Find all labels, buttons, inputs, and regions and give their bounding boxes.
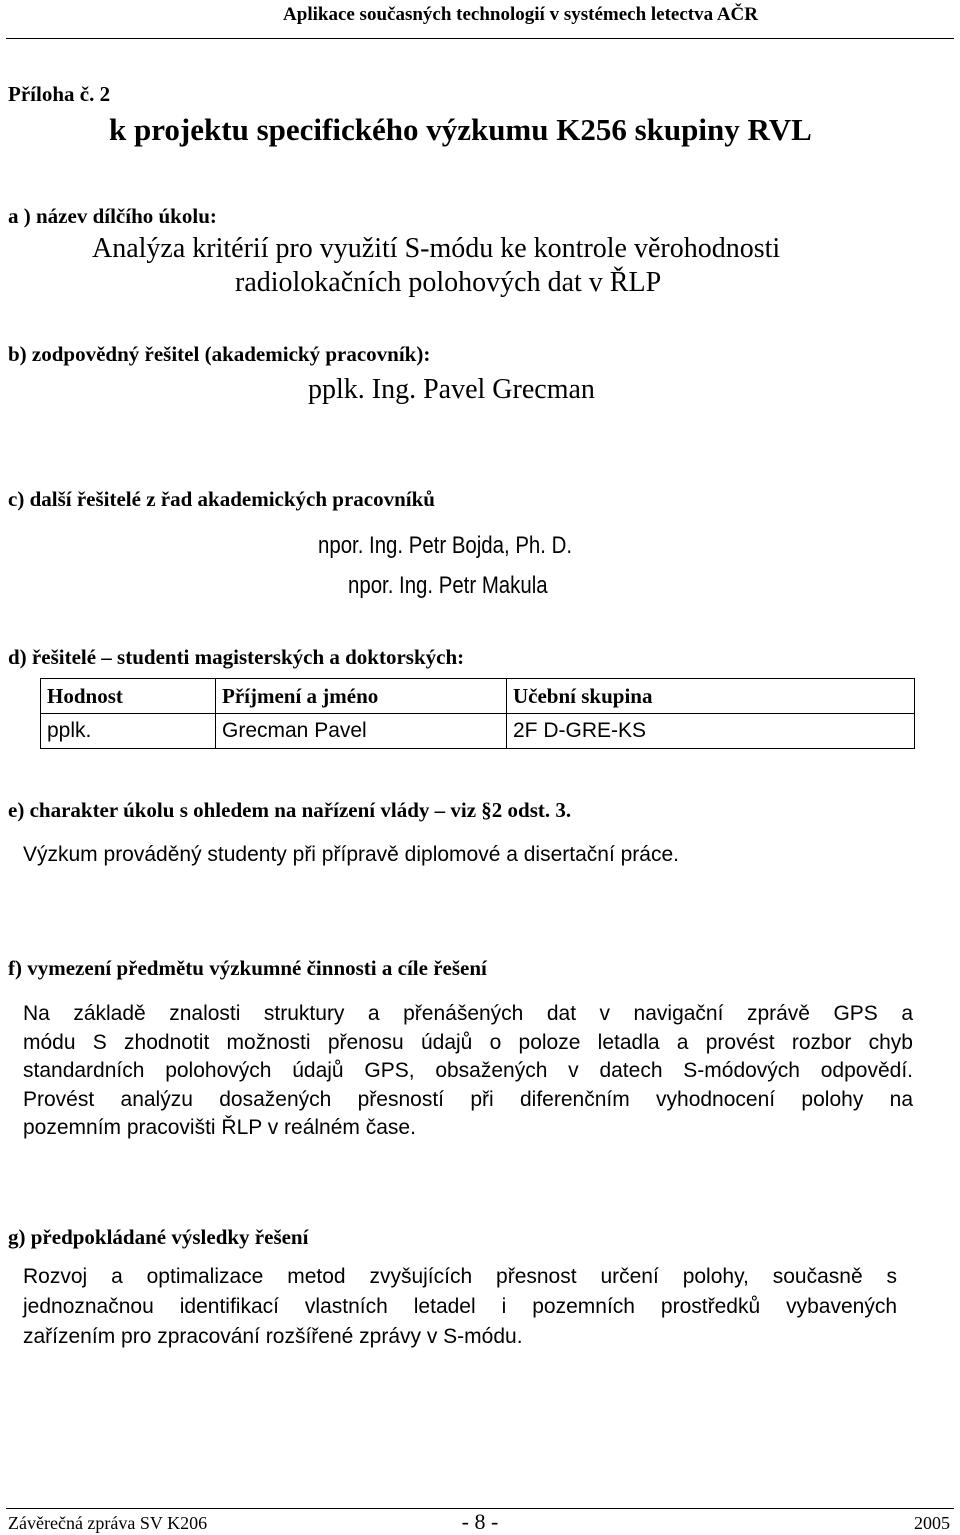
section-e-label: e) charakter úkolu s ohledem na nařízení vlády – viz §2 odst. 3.: [8, 798, 572, 822]
section-g-label: g) předpokládané výsledky řešení: [8, 1225, 309, 1249]
footer-year: 2005: [914, 1513, 950, 1533]
task-title-line-1: Analýza kritérií pro využití S-módu ke kontrole věrohodnosti: [92, 233, 781, 264]
table-row: [41, 714, 915, 749]
paragraph-line: Na základě znalosti struktury a přenášených dat v navigační zprávě GPS a: [23, 1002, 913, 1025]
section-a-label: a ) název dílčího úkolu:: [8, 204, 217, 228]
table-header-row: [41, 679, 915, 714]
students-table: [40, 678, 915, 749]
running-header: Aplikace současných technologií v systémech letectva AČR: [283, 4, 758, 25]
column-header-rank: Hodnost: [41, 679, 216, 714]
section-f-label: f) vymezení předmětu výzkumné činnosti a cíle řešení: [8, 956, 487, 980]
section-g-paragraph: [23, 1262, 897, 1352]
column-header-name: Příjmení a jméno: [216, 679, 507, 714]
section-d-label: d) řešitelé – studenti magisterských a doktorských:: [8, 645, 465, 669]
section-c-label: c) další řešitelé z řad akademických pracovníků: [8, 487, 435, 511]
paragraph-line: zařízením pro zpracování rozšířené zprávy v S-módu.: [23, 1325, 523, 1348]
section-b-label: b) zodpovědný řešitel (akademický pracovník):: [8, 342, 431, 366]
cell-rank: pplk.: [41, 714, 216, 749]
footer-report-name: Závěrečná zpráva SV K206: [8, 1513, 208, 1533]
annex-label: Příloha č. 2: [8, 82, 111, 106]
paragraph-line: standardních polohových údajů GPS, obsažených v datech S-módových odpovědí.: [23, 1059, 913, 1082]
co-researcher-2: npor. Ing. Petr Makula: [348, 572, 548, 599]
responsible-researcher: pplk. Ing. Pavel Grecman: [308, 374, 595, 405]
paragraph-line: pozemním pracovišti ŘLP v reálném čase.: [23, 1116, 416, 1139]
paragraph-line: Provést analýzu dosažených přesností při diferenčním vyhodnocení polohy na: [23, 1087, 913, 1111]
cell-name: Grecman Pavel: [216, 714, 507, 749]
co-researcher-1: npor. Ing. Petr Bojda, Ph. D.: [318, 532, 573, 559]
cell-group: 2F D-GRE-KS: [507, 714, 915, 749]
task-title-line-2: radiolokačních polohových dat v ŘLP: [235, 267, 662, 298]
paragraph-line: Rozvoj a optimalizace metod zvyšujících přesnost určení polohy, současně s: [23, 1265, 897, 1288]
paragraph-line: jednoznačnou identifikací vlastních letadel i pozemních prostředků vybavených: [23, 1295, 897, 1318]
column-header-group: Učební skupina: [507, 679, 915, 714]
project-title: k projektu specifického výzkumu K256 skupiny RVL: [109, 112, 812, 147]
paragraph-line: módu S zhodnotit možnosti přenosu údajů o poloze letadla a provést rozbor chyb: [23, 1030, 913, 1054]
page-number: - 8 -: [461, 1509, 499, 1534]
section-e-text: Výzkum prováděný studenty při přípravě diplomové a disertační práce.: [23, 843, 679, 866]
header-divider: [6, 38, 954, 39]
section-f-paragraph: [23, 1000, 913, 1143]
